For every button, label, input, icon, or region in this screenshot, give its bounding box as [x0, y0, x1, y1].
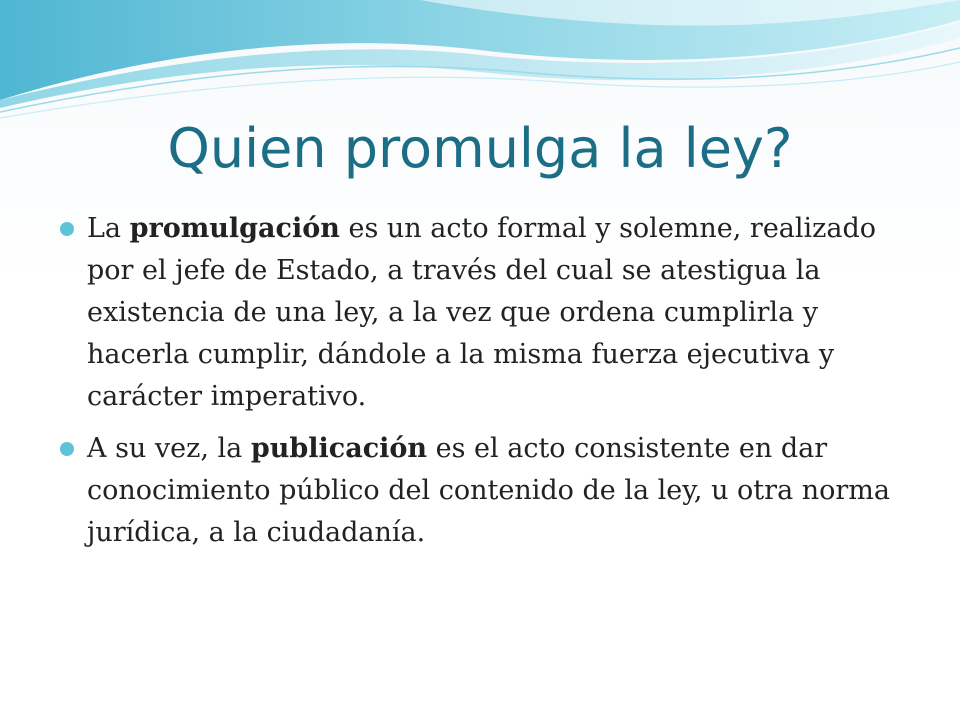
bullet-text-lead: A su vez, la: [87, 433, 251, 464]
slide-title: Quien promulga la ley?: [167, 117, 793, 180]
bullet-text-lead: La: [87, 213, 130, 244]
bullet-term-bold: publicación: [250, 433, 428, 464]
bullet-text: [87, 428, 920, 554]
bullet-dot-icon: [60, 442, 74, 456]
bullet-text: [87, 208, 920, 418]
bullet-dot-icon: [60, 222, 74, 236]
bullet-term-bold: promulgación: [129, 213, 340, 244]
bullet-text-body: es un acto formal y solemne, realizado por el jefe de Estado, a través del cual se atestigua la existencia de una ley, a la vez que ordena cumplirla y hacerla cumplir, dándole a la misma fuerza ejecutiva y carácter imperativo.: [87, 213, 877, 412]
bullet-text-body: es el acto consistente en dar conocimiento público del contenido de la ley, u otra norma jurídica, a la ciudadanía.: [87, 433, 890, 548]
bullet-item-promulgacion: [60, 208, 920, 418]
bullet-list: [60, 208, 920, 564]
bullet-item-publicacion: [60, 428, 920, 554]
